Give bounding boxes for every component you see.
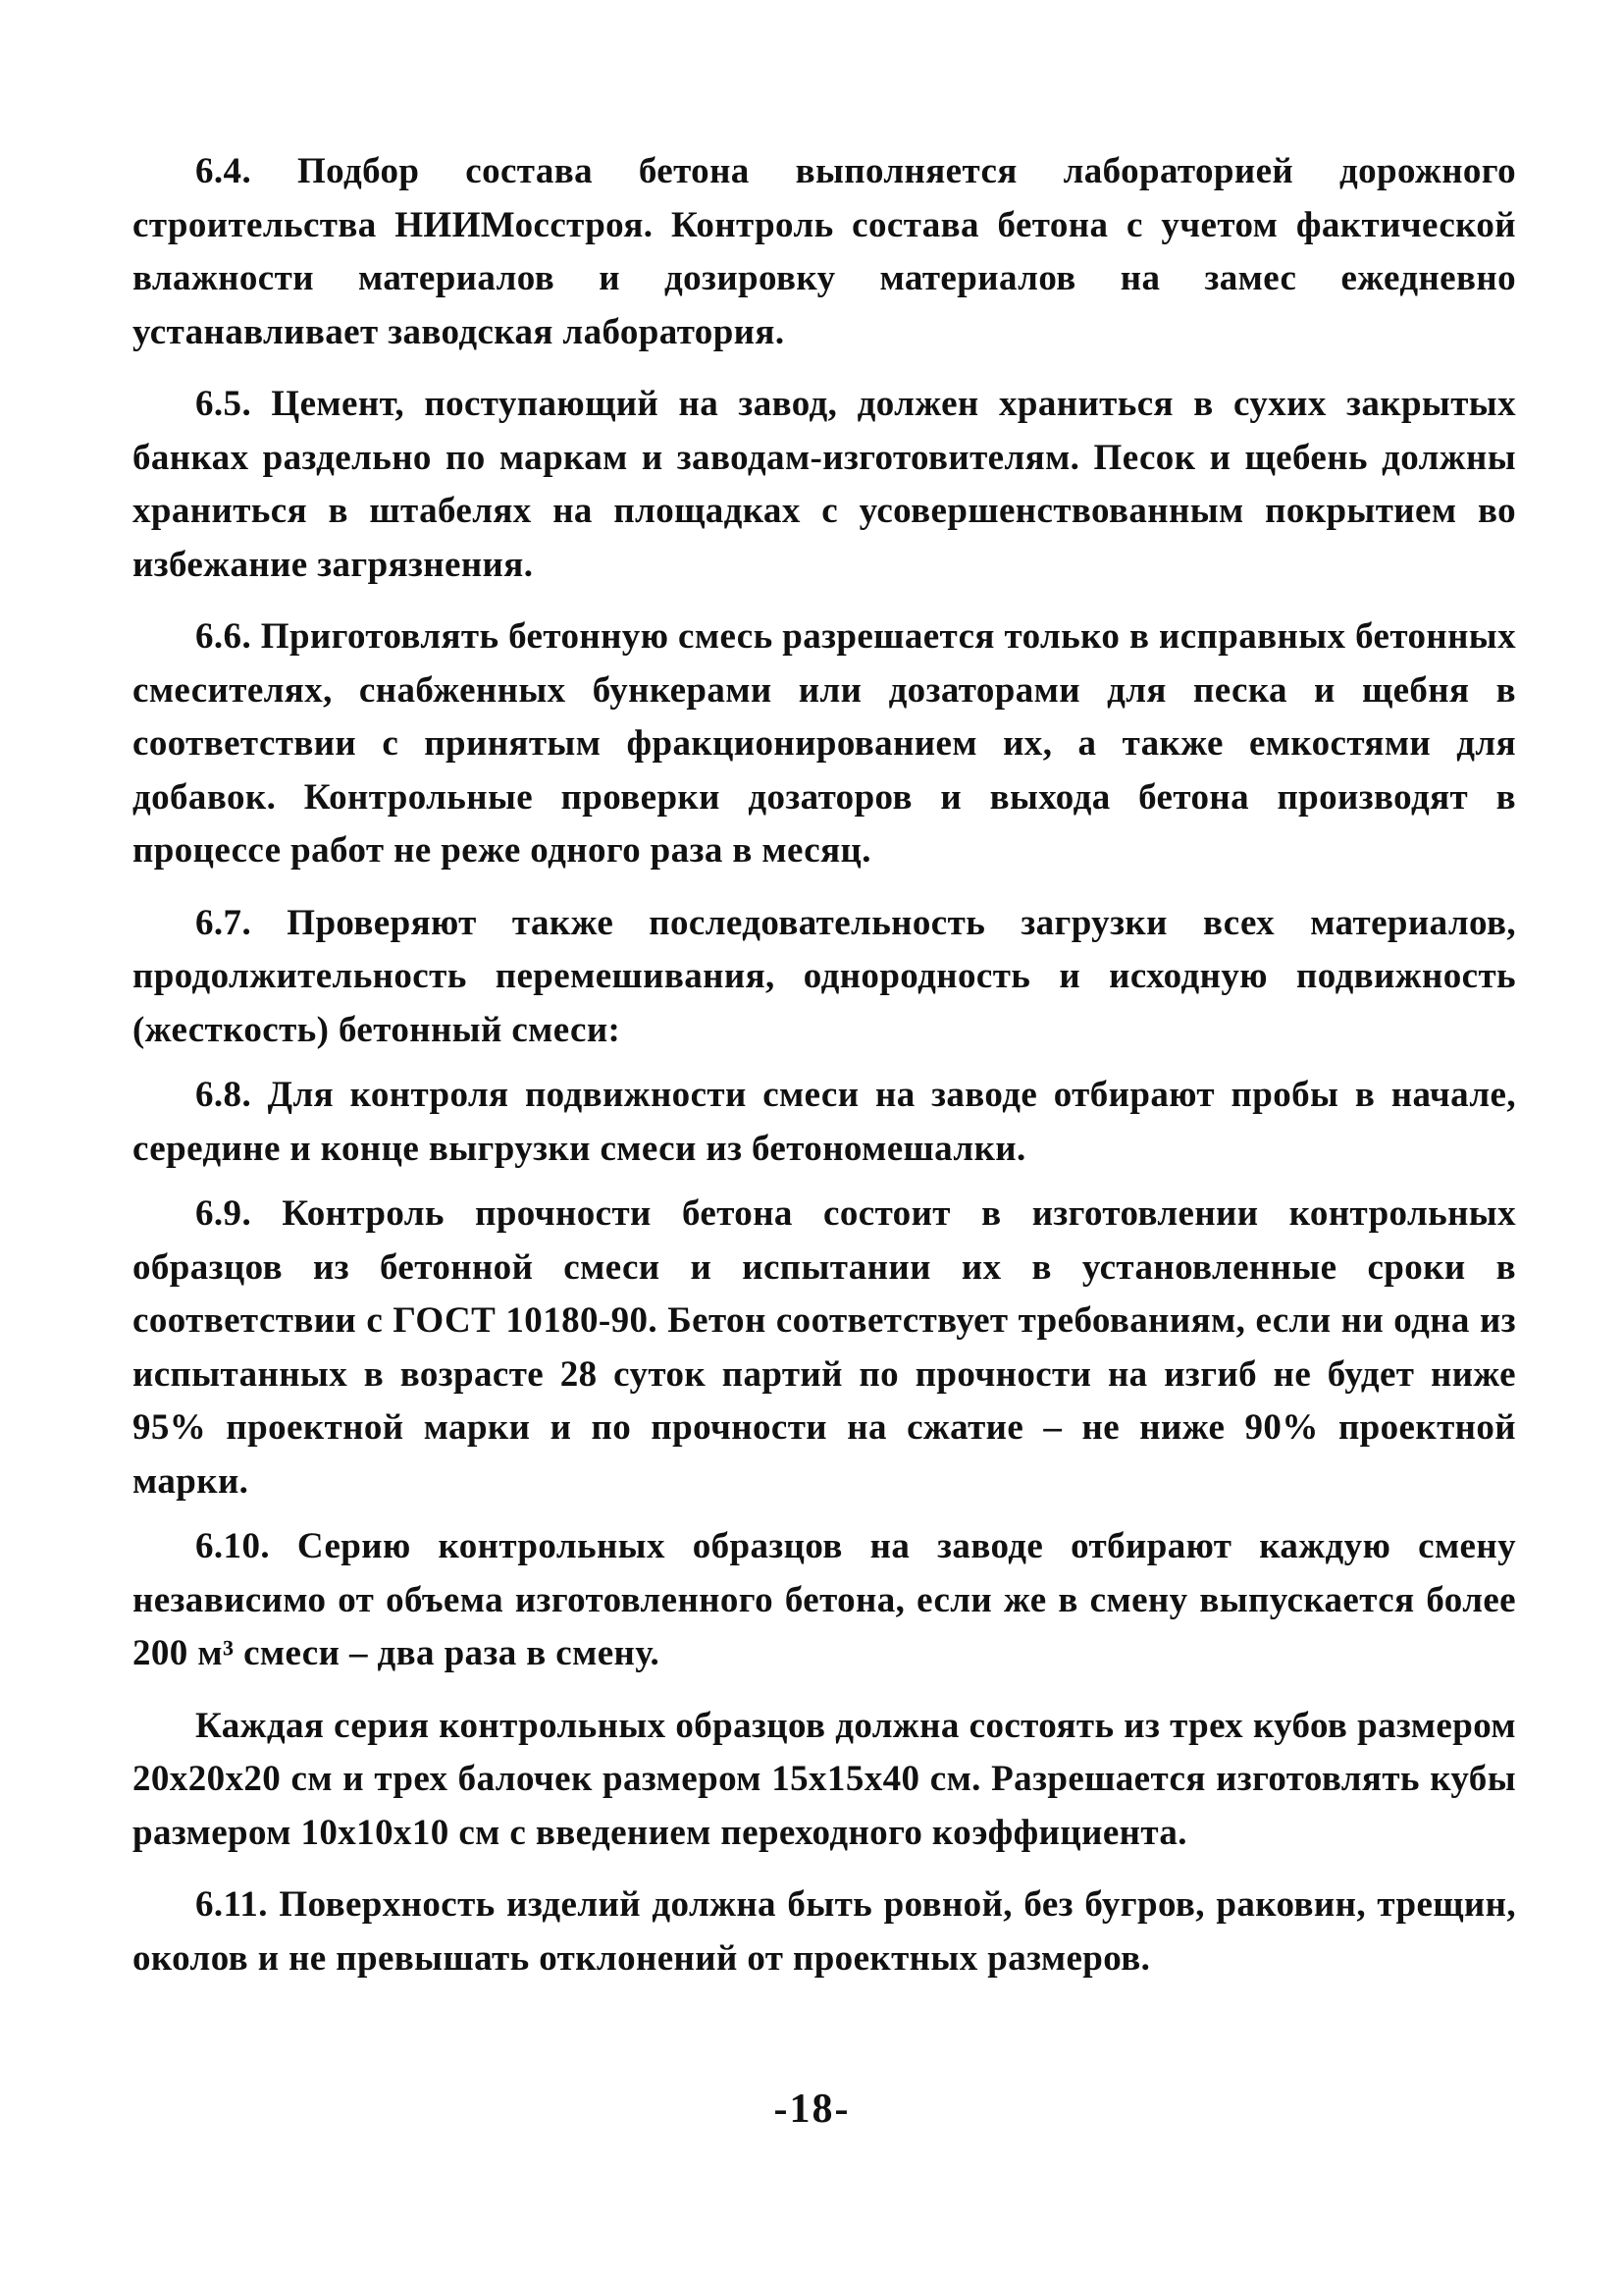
paragraph-6-4: 6.4. Подбор состава бетона выполняется лабораторией дорожного строительства НИИМосстроя. Контроль состава бетона с учетом фактической влажности материалов и дозировку материалов на замес ежедневно устанавливает заводская лаборатория.	[132, 151, 1516, 352]
paragraph-6-9: 6.9. Контроль прочности бетона состоит в изготовлении контрольных образцов из бетонной смеси и испытании их в установленные сроки в соответствии с ГОСТ 10180-90. Бетон соответствует требованиям, если ни одна из испытанных в возрасте 28 суток партий по прочности на изгиб не будет ниже 95% проектной марки и по прочности на сжатие – не ниже 90% проектной марки.	[132, 1193, 1516, 1502]
paragraph-6-5: 6.5. Цемент, поступающий на завод, должен храниться в сухих закрытых банках раздельно по маркам и заводам-изготовителям. Песок и щебень должны храниться в штабелях на площадках с усовершенствованным покрытием во избежание загрязнения.	[132, 384, 1516, 585]
paragraph-6-8: 6.8. Для контроля подвижности смеси на заводе отбирают пробы в начале, середине и конце выгрузки смеси из бетономешалки.	[132, 1075, 1516, 1169]
paragraph-6-10: 6.10. Серию контрольных образцов на заводе отбирают каждую смену независимо от объема изготовленного бетона, если же в смену выпускается более 200 м³ смеси – два раза в смену.	[132, 1526, 1516, 1673]
document-body	[132, 145, 1516, 2004]
page-number: -18-	[773, 2087, 851, 2132]
paragraph-6-10-continuation: Каждая серия контрольных образцов должна состоять из трех кубов размером 20х20х20 см и трех балочек размером 15х15х40 см. Разрешается изготовлять кубы размером 10х10х10 см с введением переходного коэффициента.	[132, 1705, 1516, 1853]
paragraph-6-7: 6.7. Проверяют также последовательность загрузки всех материалов, продолжительность перемешивания, однородность и исходную подвижность (жесткость) бетонный смеси:	[132, 902, 1516, 1050]
paragraph-6-6: 6.6. Приготовлять бетонную смесь разрешается только в исправных бетонных смесителях, снабженных бункерами или дозаторами для песка и щебня в соответствии с принятым фракционированием их, а также емкостями для добавок. Контрольные проверки дозаторов и выхода бетона производят в процессе работ не реже одного раза в месяц.	[132, 616, 1516, 871]
paragraph-6-11: 6.11. Поверхность изделий должна быть ровной, без бугров, раковин, трещин, околов и не превышать отклонений от проектных размеров.	[132, 1884, 1516, 1979]
